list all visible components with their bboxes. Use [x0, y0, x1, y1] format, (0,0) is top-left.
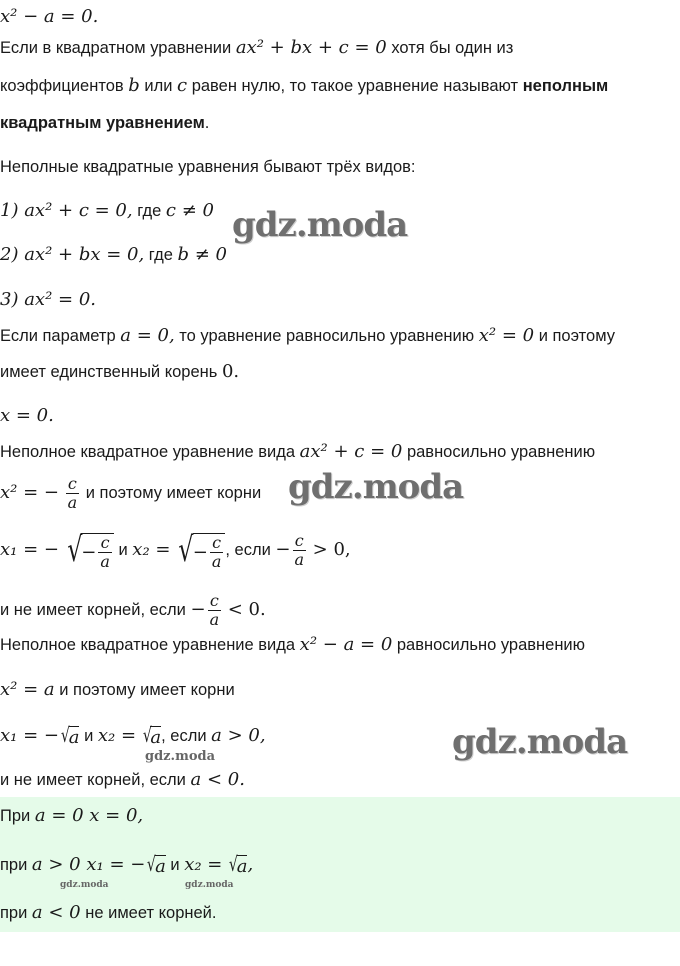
denominator: a — [67, 493, 78, 512]
text: Неполное квадратное уравнение вида — [0, 443, 296, 461]
formula: 1) ax² + c = 0, — [0, 200, 133, 221]
formula: x₁ = − — [0, 724, 59, 746]
text: то уравнение равносильно уравнению — [179, 327, 475, 345]
text: имеет единственный корень — [0, 363, 218, 381]
sqrt-a — [141, 724, 161, 749]
radical-sign: √ — [228, 852, 238, 876]
paragraph-case-a-roots — [0, 724, 266, 749]
fraction-c-over-a — [293, 532, 307, 569]
text: коэффициентов — [0, 77, 124, 95]
text: и — [170, 855, 180, 874]
numerator: c — [209, 591, 219, 610]
denominator: a — [209, 610, 220, 629]
watermark-logo-small: gdz.moda — [60, 880, 109, 890]
text: , если — [225, 540, 271, 559]
radical-sign: √ — [60, 723, 70, 747]
formula: − — [81, 541, 97, 563]
formula: x² = 0 — [478, 325, 535, 346]
numerator: c — [67, 474, 77, 493]
paragraph-case-a-no-roots — [0, 769, 245, 791]
formula: − — [190, 598, 206, 620]
watermark-logo: gdz.moda — [288, 467, 464, 507]
formula: − — [192, 541, 208, 563]
bold-term: квадратным уравнением — [0, 114, 205, 132]
radicand — [193, 533, 226, 571]
text: и поэтому имеет корни — [59, 681, 235, 699]
formula: ax² + c = 0 — [299, 441, 403, 462]
answer-line-2 — [0, 853, 253, 878]
radical-sign: √ — [147, 852, 157, 876]
radicand — [81, 533, 114, 571]
paragraph-definition-line-3 — [0, 112, 209, 134]
paragraph-param-line-1 — [0, 325, 615, 347]
fraction-c-over-a — [98, 534, 112, 571]
radicand: a — [155, 856, 166, 877]
text: и — [84, 726, 94, 745]
text: , если — [161, 726, 207, 745]
formula: x₂ = — [97, 724, 137, 746]
formula: b ≠ 0 — [177, 244, 227, 265]
radicand: a — [236, 856, 248, 877]
sqrt-minus-c-over-a — [175, 530, 225, 571]
sqrt-minus-c-over-a — [64, 530, 114, 571]
formula: 0. — [221, 361, 240, 382]
text: или — [144, 77, 173, 95]
text: при — [0, 904, 28, 922]
formula: x₂ = — [132, 538, 171, 560]
equation-x2-minus-a: x² − a = 0. — [0, 6, 99, 27]
formula: c — [177, 75, 188, 96]
text: и не имеет корней, если — [0, 771, 186, 789]
watermark-logo: gdz.moda — [452, 722, 628, 762]
sqrt-a — [145, 853, 165, 878]
watermark-logo: gdz.moda — [232, 205, 408, 245]
text: При — [0, 807, 31, 825]
equation-x-equals-0: x = 0. — [0, 405, 54, 426]
text: и поэтому имеет корни — [85, 483, 262, 502]
formula: x² = − — [0, 481, 59, 503]
radicand: a — [150, 727, 162, 748]
paragraph-definition-line-2 — [0, 75, 608, 97]
formula: c ≠ 0 — [165, 200, 214, 221]
text: . — [204, 114, 210, 132]
formula: x² = a — [0, 679, 55, 700]
text: Если параметр — [0, 327, 116, 345]
text: Если в квадратном уравнении — [0, 39, 232, 57]
fraction-c-over-a — [66, 475, 80, 512]
text: при — [0, 855, 28, 874]
fraction-c-over-a — [208, 592, 222, 629]
sqrt-a — [59, 724, 79, 749]
text: равен нулю, то такое уравнение называют — [191, 77, 519, 95]
formula: x₁ = − — [0, 538, 59, 560]
text: и не имеет корней, если — [0, 600, 186, 619]
formula: ax² + bx + c = 0 — [235, 37, 387, 58]
radical-sign: √ — [142, 723, 152, 747]
text: и — [118, 540, 128, 559]
text: равносильно уравнению — [406, 443, 596, 461]
text: не имеет корней. — [85, 904, 217, 922]
formula: − — [275, 538, 291, 560]
watermark-logo-small: gdz.moda — [145, 749, 216, 764]
formula: a < 0. — [190, 769, 245, 790]
numerator: c — [100, 533, 110, 552]
formula: a < 0 — [31, 902, 81, 923]
formula: > 0, — [312, 538, 351, 560]
text: где — [148, 246, 173, 264]
formula: x² − a = 0 — [299, 634, 393, 655]
type-1 — [0, 200, 214, 222]
numerator: c — [212, 533, 222, 552]
answer-line-1 — [0, 805, 143, 827]
paragraph-case-c-line-1 — [0, 441, 595, 463]
paragraph-case-c-roots — [0, 530, 351, 571]
text: где — [137, 202, 162, 220]
paragraph-case-a-line-1 — [0, 634, 585, 656]
watermark-logo-small: gdz.moda — [185, 880, 234, 890]
fraction-c-over-a — [210, 534, 224, 571]
sqrt-a — [227, 853, 247, 878]
text: и поэтому — [538, 327, 615, 345]
formula: a > 0, — [211, 724, 266, 746]
bold-term: неполным — [522, 77, 609, 95]
paragraph-case-c-line-2 — [0, 475, 261, 512]
paragraph-case-a-line-2 — [0, 679, 235, 701]
type-3: 3) ax² = 0. — [0, 289, 96, 310]
denominator: a — [100, 552, 110, 571]
formula: b — [128, 75, 140, 96]
text: Неполное квадратное уравнение вида — [0, 636, 296, 654]
formula: a = 0 x = 0, — [34, 805, 144, 826]
radical-sign: √ — [66, 530, 82, 570]
radical-sign: √ — [178, 530, 194, 570]
radicand: a — [68, 727, 80, 748]
numerator: c — [294, 531, 304, 550]
type-2 — [0, 244, 227, 266]
text: хотя бы один из — [391, 39, 514, 57]
paragraph-definition-line-1 — [0, 37, 513, 59]
formula: a > 0 x₁ = − — [31, 853, 146, 875]
formula: , — [247, 853, 254, 875]
formula: 2) ax² + bx = 0, — [0, 244, 145, 265]
paragraph-param-line-2 — [0, 361, 239, 383]
formula: a = 0, — [120, 325, 175, 346]
formula: x₂ = — [184, 853, 223, 875]
formula: < 0. — [227, 598, 266, 620]
denominator: a — [294, 550, 305, 569]
paragraph-case-c-no-roots — [0, 592, 266, 629]
denominator: a — [211, 552, 222, 571]
text: равносильно уравнению — [396, 636, 586, 654]
paragraph-types-intro: Неполные квадратные уравнения бывают трёх видов: — [0, 158, 416, 176]
answer-line-3 — [0, 902, 216, 924]
